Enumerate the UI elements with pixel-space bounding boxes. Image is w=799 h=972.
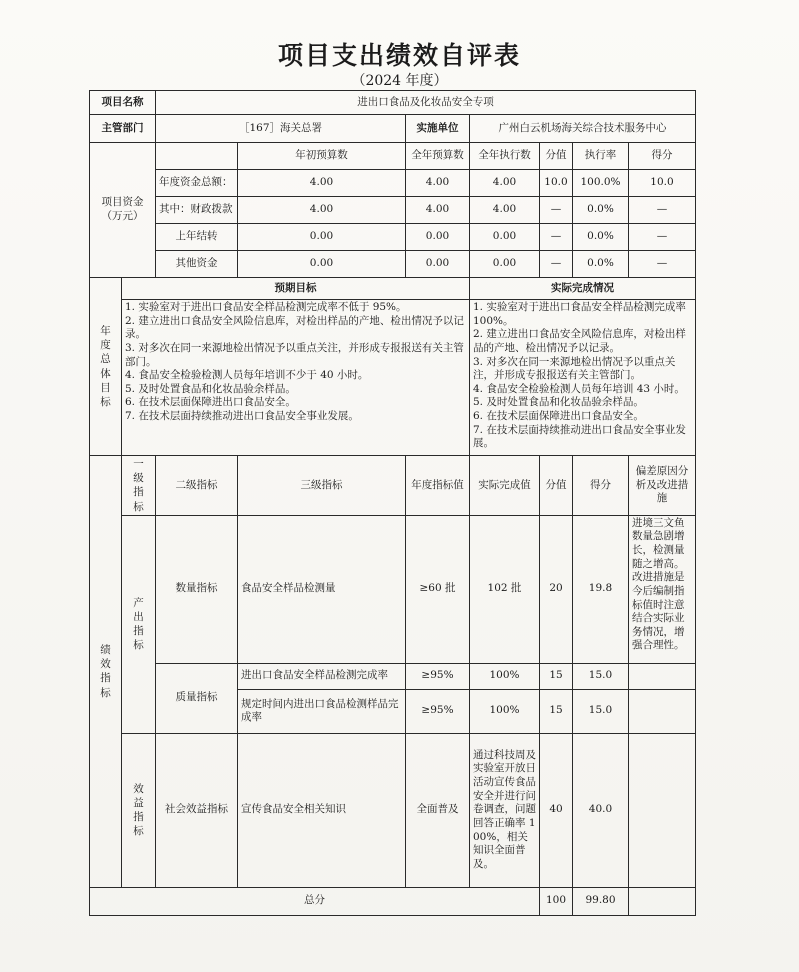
evaluation-table [89, 90, 696, 916]
funds-row-rate: 100.0% [573, 170, 629, 197]
level3-cell: 规定时间内进出口食品检测样品完成率 [238, 689, 406, 733]
impl-value: 广州白云机场海关综合技术服务中心 [470, 115, 696, 143]
total-label: 总分 [90, 887, 540, 915]
total-deviation-blank [629, 887, 696, 915]
deviation-cell: 进境三文鱼数量急剧增长，检测量随之增高。改进措施是今后编制指标值时注意结合实际业务情况，增强合理性。 [629, 515, 696, 663]
actual-header: 实际完成值 [470, 456, 540, 516]
points-cell: 15.0 [573, 663, 629, 689]
funds-header-score: 分值 [540, 143, 573, 170]
funds-row [90, 170, 696, 197]
funds-row-rate: 0.0% [573, 251, 629, 278]
indicator-row [90, 733, 696, 887]
funds-row-label: 上年结转 [156, 224, 238, 251]
target-cell: ≥60 批 [406, 515, 470, 663]
deviation-header: 偏差原因分析及改进措施 [629, 456, 696, 516]
actual-cell: 通过科技周及实验室开放日活动宣传食品安全并进行问卷调查，问题回答正确率 100%，相关知识全面普及。 [470, 733, 540, 887]
project-name: 进出口食品及化妆品安全专项 [156, 91, 696, 115]
target-header: 年度指标值 [406, 456, 470, 516]
indicators-section-label: 绩 效 指 标 [90, 456, 122, 888]
level2-cell: 数量指标 [156, 515, 238, 663]
funds-row-rate: 0.0% [573, 224, 629, 251]
actual-goal-item: 4. 食品安全检验检测人员每年培训 43 小时。 [473, 382, 685, 395]
actual-goal-item: 1. 实验室对于进出口食品安全样品检测完成率 100%。 [473, 301, 686, 327]
funds-row-score: — [540, 197, 573, 224]
funds-row-rate: 0.0% [573, 197, 629, 224]
level3-cell: 进出口食品安全样品检测完成率 [238, 663, 406, 689]
funds-header-exec: 全年执行数 [470, 143, 540, 170]
actual-goal-item: 3. 对多次在同一来源地检出情况予以重点关注，并形成专报报送有关主管部门。 [473, 355, 676, 382]
funds-row-exec: 0.00 [470, 224, 540, 251]
funds-row-exec: 0.00 [470, 251, 540, 278]
level3-cell: 食品安全样品检测量 [238, 515, 406, 663]
funds-row [90, 251, 696, 278]
score-cell: 15 [540, 689, 573, 733]
funds-row-score: — [540, 251, 573, 278]
funds-row [90, 224, 696, 251]
expected-goal-item: 3. 对多次在同一来源地检出情况予以重点关注，并形成专报报送有关主管部门。 [125, 341, 464, 368]
funds-row-initial: 4.00 [238, 170, 406, 197]
document-year: （2024 年度） [351, 73, 448, 89]
project-name-label: 项目名称 [90, 91, 156, 115]
funds-header-rate: 执行率 [573, 143, 629, 170]
funds-header-blank [156, 143, 238, 170]
actual-goals-header: 实际完成情况 [470, 278, 696, 300]
funds-row-points: 10.0 [629, 170, 696, 197]
funds-row-initial: 4.00 [238, 197, 406, 224]
funds-row-score: 10.0 [540, 170, 573, 197]
expected-goal-item: 4. 食品安全检验检测人员每年培训不少于 40 小时。 [125, 369, 369, 382]
target-cell: ≥95% [406, 663, 470, 689]
level3-cell: 宣传食品安全相关知识 [238, 733, 406, 887]
score-header: 分值 [540, 456, 573, 516]
total-score: 100 [540, 887, 573, 915]
expected-goal-item: 7. 在技术层面持续推动进出口食品安全事业发展。 [125, 410, 359, 423]
funds-row [90, 197, 696, 224]
funds-row-budget: 4.00 [406, 197, 470, 224]
points-header: 得分 [573, 456, 629, 516]
target-cell: ≥95% [406, 689, 470, 733]
points-cell: 40.0 [573, 733, 629, 887]
actual-goal-item: 7. 在技术层面持续推动进出口食品安全事业发展。 [473, 423, 686, 450]
total-points: 99.80 [573, 887, 629, 915]
funds-row-exec: 4.00 [470, 170, 540, 197]
level3-header: 三级指标 [238, 456, 406, 516]
actual-goal-item: 2. 建立进出口食品安全风险信息库，对检出样品的产地、检出情况予以记录。 [473, 328, 686, 354]
funds-row-points: — [629, 224, 696, 251]
impl-label: 实施单位 [406, 115, 470, 143]
actual-goal-item: 5. 及时处置食品和化妆品验余样品。 [473, 396, 644, 409]
funds-section-label: 项目资金（万元） [90, 143, 156, 278]
indicator-row [90, 663, 696, 689]
goals-section-label: 年 度 总 体 目 标 [90, 278, 122, 456]
funds-row-budget: 0.00 [406, 251, 470, 278]
actual-cell: 102 批 [470, 515, 540, 663]
expected-goal-item: 1. 实验室对于进出口食品安全样品检测完成率不低于 95%。 [125, 301, 407, 313]
expected-goal-item: 5. 及时处置食品和化妆品验余样品。 [125, 382, 296, 395]
expected-goals-list [122, 300, 470, 456]
funds-header-points: 得分 [629, 143, 696, 170]
actual-cell: 100% [470, 689, 540, 733]
funds-row-points: — [629, 251, 696, 278]
level2-cell: 质量指标 [156, 663, 238, 733]
deviation-cell [629, 689, 696, 733]
expected-goal-item: 2. 建立进出口食品安全风险信息库，对检出样品的产地、检出情况予以记录。 [125, 314, 464, 341]
funds-row-score: — [540, 224, 573, 251]
actual-goal-item: 6. 在技术层面保障进出口食品安全。 [473, 410, 644, 423]
level2-cell: 社会效益指标 [156, 733, 238, 887]
funds-row-points: — [629, 197, 696, 224]
dept-value: ［167］海关总署 [156, 115, 406, 143]
benefit-indicator-label: 效 益 指 标 [122, 733, 156, 887]
points-cell: 15.0 [573, 689, 629, 733]
actual-goals-list [470, 300, 696, 456]
funds-header-budget: 全年预算数 [406, 143, 470, 170]
funds-row-label: 其他资金 [156, 251, 238, 278]
funds-row-budget: 4.00 [406, 170, 470, 197]
expected-goal-item: 6. 在技术层面保障进出口食品安全。 [125, 396, 296, 409]
funds-row-label: 其中：财政拨款 [156, 197, 238, 224]
score-cell: 15 [540, 663, 573, 689]
deviation-cell [629, 663, 696, 689]
level2-header: 二级指标 [156, 456, 238, 516]
funds-header-initial: 年初预算数 [238, 143, 406, 170]
deviation-cell [629, 733, 696, 887]
funds-row-budget: 0.00 [406, 224, 470, 251]
actual-cell: 100% [470, 663, 540, 689]
score-cell: 20 [540, 515, 573, 663]
output-indicator-label: 产 出 指 标 [122, 515, 156, 733]
document-title: 项目支出绩效自评表 [277, 41, 521, 70]
funds-row-initial: 0.00 [238, 224, 406, 251]
funds-row-initial: 0.00 [238, 251, 406, 278]
funds-row-exec: 4.00 [470, 197, 540, 224]
funds-row-label: 年度资金总额： [156, 170, 238, 197]
target-cell: 全面普及 [406, 733, 470, 887]
dept-label: 主管部门 [90, 115, 156, 143]
level1-header: 一 级 指 标 [122, 456, 156, 516]
score-cell: 40 [540, 733, 573, 887]
expected-goals-header: 预期目标 [122, 278, 470, 300]
indicator-row [90, 515, 696, 663]
points-cell: 19.8 [573, 515, 629, 663]
